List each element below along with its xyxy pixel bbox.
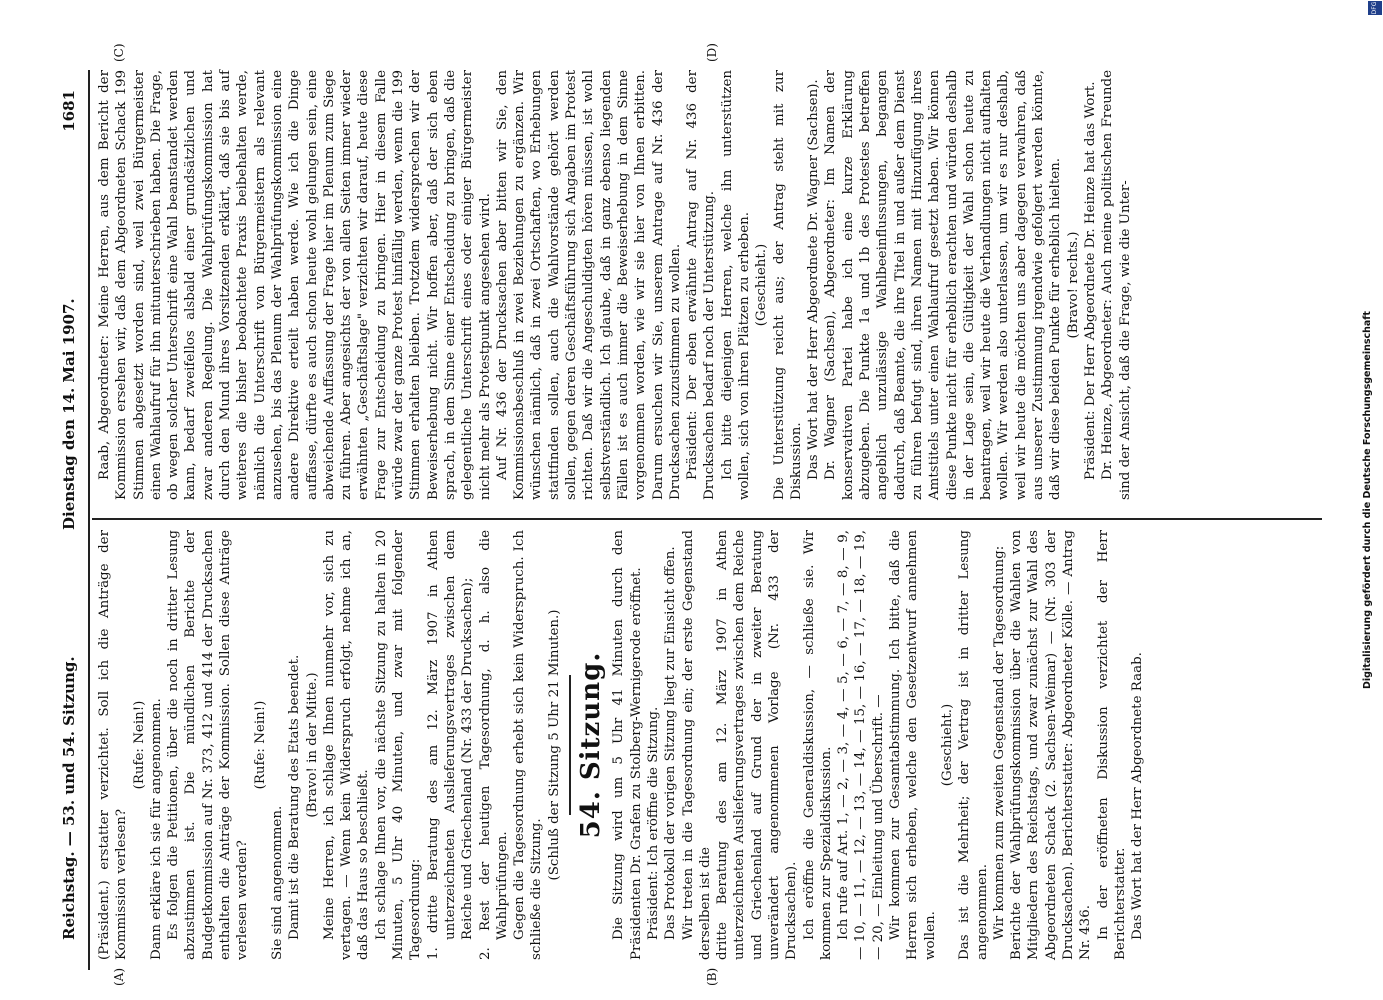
paragraph: (Präsident.) erstatter verzichtet. Soll ich die Anträge der Kommission verlesen? [97, 530, 130, 960]
header-center: Dienstag den 14. Mai 1907. [60, 298, 78, 530]
paragraph: Dr. Heinze, Abgeordneter: Auch meine politischen Freunde sind der Ansicht, daß die Frage, wie die Unter- [1100, 70, 1133, 500]
paragraph: Präsident: Der Herr Abgeordnete Dr. Heinze hat das Wort. [1082, 81, 1098, 480]
paragraph: Auf Nr. 436 der Drucksachen aber bitten wir Sie, den Kommissionsbeschluß in zwei Beziehungen zu ergänzen. Wir wünschen nämlich, daß in zwei Ortschaften, wo Erhebungen stattfinden sollen, auch die Wahlvorstände gehört werden sollen, gegen deren Geschäftsführung sich Angaben im Protest richten. Daß wir die Angeschuldigten hören müssen, ist wohl selbstverständlich. Ich glaube, daß in ganz ebenso liegenden Fällen ist es auch immer die Beweiserhebung in dem Sinne vorgenommen worden, wie wir sie hier von Ihnen erbitten. Darum ersuchen wir Sie, unserem Antrage auf Nr. 436 der Drucksachen zuzustimmen zu wollen. [494, 70, 683, 500]
paragraph: Wir treten in die Tagesordnung ein; der erste Gegenstand derselben ist die [680, 530, 713, 960]
digitization-note: Digitalisierung gefördert durch die Deutsche Forschungsgemeinschaft [1362, 311, 1373, 689]
paragraph: Ich rufe auf Art. 1, — 2, — 3, — 4, — 5, — 6, — 7, — 8, — 9, — 10, — 11, — 12, — 13, — 14, — 15, — 16, — 17, — 18, — 19, — 20, — Einleitung und Überschrift. — [836, 530, 886, 960]
paragraph: Präsident: Ich eröffne die Sitzung. [645, 706, 661, 940]
paragraph: Es folgen die Petitionen, über die noch in dritter Lesung abzustimmen ist. Die mündlichen Berichte der Budgetkommission auf Nr. 373, 412 und 414 der Drucksachen enthalten die Anträge der Kommission. Sollen diese Anträge verlesen werden? [166, 530, 251, 960]
interjection: (Geschieht.) [754, 243, 770, 327]
agenda-item-2: 2. Rest der heutigen Tagesordnung, d. h. also die Wahlprüfungen. [477, 530, 510, 960]
paragraph: Die Sitzung wird um 5 Uhr 41 Minuten durch den Präsidenten Dr. Grafen zu Stolberg-Wernigerode eröffnet. [611, 530, 644, 960]
agenda-heading: dritte Beratung des am 12. März 1907 in Athen unterzeichneten Auslieferungsvertrages zwischen dem Reiche und Griechenland auf Grund der in zweiter Beratung unverändert angenommenen Vorlage (Nr. 433 der Drucksachen). [715, 530, 800, 960]
paragraph: Ich schlage Ihnen vor, die nächste Sitzung zu halten in 20 Minuten, 5 Uhr 40 Minuten, und zwar mit folgender Tagesordnung: [373, 530, 424, 960]
running-header [60, 90, 84, 970]
paragraph: In der eröffneten Diskussion verzichtet der Herr Berichterstatter. [1095, 530, 1128, 960]
paragraph: Sie sind angenommen. [269, 805, 285, 960]
header-left: Reichstag. — 53. und 54. Sitzung. [60, 656, 78, 940]
margin-mark-d: (D) [705, 43, 719, 62]
paragraph: Dann erkläre ich sie für angenommen. [148, 698, 164, 960]
closing-note: (Schluß der Sitzung 5 Uhr 21 Minuten.) [546, 609, 562, 881]
paragraph: Das Protokoll der vorigen Sitzung liegt zur Einsicht offen. [663, 546, 679, 940]
paragraph: Das Wort hat der Herr Abgeordnete Dr. Wagner (Sachsen). [806, 79, 822, 480]
paragraph: Präsident: Der eben erwähnte Antrag auf Nr. 436 der Drucksachen bedarf noch der Unterstützung. [685, 70, 718, 500]
section-divider [569, 675, 571, 815]
interjection: (Rufe: Nein!) [131, 700, 147, 790]
page-number: 1681 [60, 90, 78, 132]
margin-mark-b: (B) [705, 967, 719, 986]
left-column [96, 530, 1147, 960]
paragraph: Das ist die Mehrheit; der Vertrag ist in dritter Lesung angenommen. [957, 530, 990, 960]
dfg-logo: DFG [1368, 1, 1382, 15]
paragraph: Ich bitte diejenigen Herren, welche ihn unterstützen wollen, sich von ihren Plätzen zu erheben. [719, 70, 752, 500]
paragraph: Raab, Abgeordneter: Meine Herren, aus dem Bericht der Kommission ersehen wir, daß dem Abgeordneten Schack 199 Stimmen abgesetzt worden sind, weil zwei Bürgermeister einen Wahlaufruf für ihn mitunterschrieben haben. Die Frage, ob wegen solcher Unterschrift eine Wahl beanstandet werden kann, bedarf zweifellos alsbald einer grundsätzlichen und zwar anderen Regelung. Die Wahlprüfungskommission hat durch den Mund ihres Vorsitzenden erklärt, daß sie bis auf weiteres die bisher beobachtete Praxis beibehalten werde, nämlich die Unterschrift von Bürgermeistern als relevant anzusehen, bis das Plenum der Wahlprüfungskommission eine andere Direktive erteilt haben werde. Wie ich die Dinge auffasse, dürfte es auch schon heute wohl gelungen sein, eine abweichende Auffassung der Frage hier im Plenum zum Siege zu führen. Aber angesichts der von allen Seiten immer wieder erwähnten „Geschäftslage" verzichten wir darauf, heute diese Frage zur Entscheidung zu bringen. Hier in diesem Falle würde zwar der ganze Protest hinfällig werden, wenn die 199 Stimmen erhalten bleiben. Trotzdem widersprechen wir der Beweiserhebung nicht. Wir hoffen aber, daß der sich eben sprach, in dem Sinne einer Entscheidung zu bringen, daß die gelegentliche Unterschrift eines oder einiger Bürgermeister nicht mehr als Protestpunkt angesehen wird. [97, 70, 493, 500]
interjection: (Bravo! in der Mitte.) [304, 672, 320, 818]
session-title: 54. Sitzung. [576, 651, 607, 839]
agenda-heading: Berichte der Wahlprüfungskommission über die Wahlen von Mitgliedern des Reichstags, und zwar zunächst zur Wahl des Abgeordneten Schack (2. Sachsen-Weimar) — (Nr. 303 der Drucksachen). Berichterstatter: Abgeordneter Kölle. — Antrag Nr. 436. [1009, 530, 1094, 960]
paragraph: Wir kommen zum zweiten Gegenstand der Tagesordnung: [991, 545, 1007, 940]
header-rule [88, 70, 90, 970]
paragraph: Ich eröffne die Generaldiskussion, — schließe sie. Wir kommen zur Spezialdiskussion. [801, 530, 834, 960]
paragraph: Wir kommen zur Gesamtabstimmung. Ich bitte, daß die Herren sich erheben, welche den Gesetzentwurf annehmen wollen. [888, 530, 938, 960]
paragraph: Das Wort hat der Herr Abgeordnete Raab. [1130, 652, 1146, 940]
margin-mark-c: (C) [112, 43, 126, 62]
margin-mark-a: (A) [112, 967, 126, 986]
column-rule [92, 518, 1322, 520]
paragraph: Gegen die Tagesordnung erhebt sich kein Widerspruch. Ich schließe die Sitzung. [512, 530, 545, 960]
right-column [96, 70, 1134, 500]
agenda-item-1: 1. dritte Beratung des am 12. März 1907 in Athen unterzeichneten Auslieferungsvertrages zwischen dem Reiche und Griechenland (Nr. 433 der Drucksachen); [425, 530, 476, 960]
interjection: (Rufe: Nein!) [252, 700, 268, 790]
interjection: (Geschieht.) [939, 703, 955, 787]
paragraph: Meine Herren, ich schlage Ihnen nunmehr vor, sich zu vertagen. — Wenn kein Widerspruch erfolgt, nehme ich an, daß das Haus so beschließt. [321, 530, 372, 960]
paragraph: Dr. Wagner (Sachsen), Abgeordneter: Im Namen der konservativen Partei habe ich eine kurze Erklärung abzugeben. Die Punkte 1a und 1b des Protestes betreffen angeblich unzulässige Wahlbeeinflussungen, begangen dadurch, daß Beamte, die ihre Titel in und außer dem Dienst zu führen befugt sind, ihren Namen mit Hinzufügung ihres Amtstitels unter einen Wahlaufruf gesetzt haben. Wir können diese Punkte nicht für erheblich erachten und würden deshalb in der Lage sein, die Gültigkeit der Wahl schon heute zu beantragen, weil wir heute die Verhandlungen nicht aufhalten wollen. Wir werden also unterlassen, um wir es nur deshalb, weil wir heute die möchten uns aber dagegen verwahren, daß aus unserer Zustimmung irgendwie gefolgert werden könnte, daß wir diese beiden Punkte für erheblich hielten. [823, 70, 1064, 500]
interjection: (Bravo! rechts.) [1065, 231, 1081, 339]
paragraph: Damit ist die Beratung des Etats beendet. [287, 654, 303, 940]
paragraph: Die Unterstützung reicht aus; der Antrag steht mit zur Diskussion. [771, 70, 804, 500]
